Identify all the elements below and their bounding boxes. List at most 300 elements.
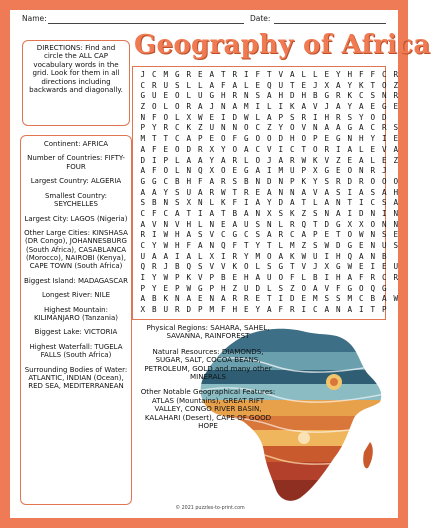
grid-letter[interactable]: C [358, 294, 364, 304]
grid-letter[interactable]: X [347, 219, 353, 229]
grid-letter[interactable]: W [197, 112, 203, 122]
grid-letter[interactable]: A [289, 198, 295, 208]
grid-letter[interactable]: N [140, 112, 146, 122]
grid-letter[interactable]: D [381, 112, 387, 122]
grid-letter[interactable]: A [255, 273, 261, 283]
grid-letter[interactable]: B [381, 251, 387, 261]
grid-letter[interactable]: N [209, 241, 215, 250]
grid-letter[interactable]: N [232, 123, 238, 133]
grid-letter[interactable]: H [243, 273, 249, 283]
grid-letter[interactable]: N [335, 305, 341, 315]
grid-letter[interactable]: L [370, 155, 376, 165]
grid-letter[interactable]: A [209, 80, 215, 90]
grid-letter[interactable]: A [266, 91, 272, 101]
grid-letter[interactable]: A [140, 219, 146, 229]
grid-letter[interactable]: R [232, 70, 238, 79]
grid-letter[interactable]: M [243, 102, 249, 112]
grid-letter[interactable]: H [220, 283, 226, 293]
grid-letter[interactable]: D [255, 283, 261, 293]
grid-letter[interactable]: O [232, 144, 238, 154]
grid-letter[interactable]: L [197, 251, 203, 261]
grid-letter[interactable]: F [220, 305, 226, 315]
grid-letter[interactable]: X [209, 166, 215, 176]
grid-letter[interactable]: P [289, 176, 295, 186]
grid-letter[interactable]: S [174, 198, 180, 208]
grid-letter[interactable]: L [312, 198, 318, 208]
grid-letter[interactable]: E [335, 166, 341, 176]
grid-letter[interactable]: A [289, 70, 295, 79]
grid-letter[interactable]: D [278, 198, 284, 208]
grid-letter[interactable]: A [266, 187, 272, 197]
grid-letter[interactable]: O [381, 176, 387, 186]
grid-letter[interactable]: O [174, 91, 180, 101]
grid-letter[interactable]: T [151, 134, 157, 144]
grid-letter[interactable]: U [266, 273, 272, 283]
grid-letter[interactable]: P [140, 283, 146, 293]
grid-letter[interactable]: I [278, 102, 284, 112]
grid-letter[interactable]: A [301, 102, 307, 112]
grid-letter[interactable]: E [381, 155, 387, 165]
grid-letter[interactable]: I [174, 251, 180, 261]
grid-letter[interactable]: F [289, 273, 295, 283]
grid-letter[interactable]: I [151, 155, 157, 165]
grid-letter[interactable]: E [370, 102, 376, 112]
grid-letter[interactable]: R [393, 91, 399, 101]
grid-letter[interactable]: C [370, 123, 376, 133]
grid-letter[interactable]: Q [301, 219, 307, 229]
grid-letter[interactable]: L [278, 219, 284, 229]
grid-letter[interactable]: W [347, 262, 353, 272]
grid-letter[interactable]: E [209, 112, 215, 122]
grid-letter[interactable]: Y [255, 305, 261, 315]
grid-letter[interactable]: T [220, 208, 226, 218]
grid-letter[interactable]: U [197, 91, 203, 101]
grid-letter[interactable]: G [347, 241, 353, 250]
grid-letter[interactable]: D [186, 305, 192, 315]
grid-letter[interactable]: E [324, 70, 330, 79]
grid-letter[interactable]: Z [393, 80, 399, 90]
grid-letter[interactable]: V [197, 273, 203, 283]
grid-letter[interactable]: O [266, 134, 272, 144]
grid-letter[interactable]: Y [255, 241, 261, 250]
grid-letter[interactable]: O [255, 155, 261, 165]
grid-letter[interactable]: R [289, 155, 295, 165]
grid-letter[interactable]: Y [209, 155, 215, 165]
grid-letter[interactable]: S [197, 262, 203, 272]
grid-letter[interactable]: I [266, 166, 272, 176]
grid-letter[interactable]: N [209, 219, 215, 229]
grid-letter[interactable]: G [232, 230, 238, 240]
grid-letter[interactable]: H [186, 219, 192, 229]
grid-letter[interactable]: L [255, 112, 261, 122]
grid-letter[interactable]: P [209, 283, 215, 293]
grid-letter[interactable]: K [289, 102, 295, 112]
grid-letter[interactable]: I [370, 262, 376, 272]
grid-letter[interactable]: D [140, 155, 146, 165]
grid-letter[interactable]: Y [266, 198, 272, 208]
grid-letter[interactable]: B [312, 273, 318, 283]
grid-letter[interactable]: R [220, 176, 226, 186]
grid-letter[interactable]: U [289, 166, 295, 176]
grid-letter[interactable]: L [243, 155, 249, 165]
grid-letter[interactable]: S [255, 230, 261, 240]
grid-letter[interactable]: V [381, 144, 387, 154]
grid-letter[interactable]: A [335, 123, 341, 133]
grid-letter[interactable]: I [381, 134, 387, 144]
grid-letter[interactable]: Y [151, 273, 157, 283]
grid-letter[interactable]: C [163, 208, 169, 218]
grid-letter[interactable]: J [381, 166, 387, 176]
grid-letter[interactable]: T [289, 262, 295, 272]
grid-letter[interactable]: I [347, 208, 353, 218]
grid-letter[interactable]: C [255, 123, 261, 133]
grid-letter[interactable]: W [163, 230, 169, 240]
grid-letter[interactable]: A [335, 102, 341, 112]
grid-letter[interactable]: R [186, 70, 192, 79]
grid-letter[interactable]: W [301, 251, 307, 261]
grid-letter[interactable]: D [186, 144, 192, 154]
grid-letter[interactable]: K [301, 176, 307, 186]
grid-letter[interactable]: L [278, 241, 284, 250]
grid-letter[interactable]: G [197, 283, 203, 293]
grid-letter[interactable]: K [289, 208, 295, 218]
grid-letter[interactable]: U [186, 187, 192, 197]
grid-letter[interactable]: P [312, 134, 318, 144]
grid-letter[interactable]: M [278, 166, 284, 176]
grid-letter[interactable]: F [255, 70, 261, 79]
grid-letter[interactable]: C [381, 273, 387, 283]
grid-letter[interactable]: T [186, 208, 192, 218]
grid-letter[interactable]: H [335, 251, 341, 261]
grid-letter[interactable]: T [347, 198, 353, 208]
grid-letter[interactable]: R [209, 187, 215, 197]
grid-letter[interactable]: O [312, 144, 318, 154]
grid-letter[interactable]: O [243, 262, 249, 272]
grid-letter[interactable]: U [381, 241, 387, 250]
grid-letter[interactable]: T [266, 241, 272, 250]
grid-letter[interactable]: X [186, 198, 192, 208]
grid-letter[interactable]: C [174, 123, 180, 133]
grid-letter[interactable]: N [266, 219, 272, 229]
grid-letter[interactable]: T [335, 230, 341, 240]
grid-letter[interactable]: P [381, 305, 387, 315]
grid-letter[interactable]: I [255, 102, 261, 112]
grid-letter[interactable]: L [266, 102, 272, 112]
grid-letter[interactable]: O [174, 144, 180, 154]
grid-letter[interactable]: I [220, 112, 226, 122]
grid-letter[interactable]: C [151, 70, 157, 79]
grid-letter[interactable]: L [174, 155, 180, 165]
grid-letter[interactable]: S [140, 198, 146, 208]
grid-letter[interactable]: E [347, 155, 353, 165]
grid-letter[interactable]: T [301, 198, 307, 208]
grid-letter[interactable]: O [301, 283, 307, 293]
grid-letter[interactable]: W [324, 241, 330, 250]
grid-letter[interactable]: F [335, 283, 341, 293]
grid-letter[interactable]: H [174, 230, 180, 240]
grid-letter[interactable]: F [186, 241, 192, 250]
grid-letter[interactable]: R [140, 230, 146, 240]
grid-letter[interactable]: R [289, 219, 295, 229]
grid-letter[interactable]: F [151, 144, 157, 154]
grid-letter[interactable]: A [324, 187, 330, 197]
grid-letter[interactable]: L [312, 70, 318, 79]
name-line[interactable] [48, 23, 244, 24]
grid-letter[interactable]: S [381, 198, 387, 208]
grid-letter[interactable]: D [289, 91, 295, 101]
grid-letter[interactable]: R [358, 176, 364, 186]
grid-letter[interactable]: B [174, 262, 180, 272]
grid-letter[interactable]: F [232, 241, 238, 250]
grid-letter[interactable]: J [163, 262, 169, 272]
grid-letter[interactable]: N [335, 198, 341, 208]
grid-letter[interactable]: F [197, 176, 203, 186]
grid-letter[interactable]: F [151, 112, 157, 122]
grid-letter[interactable]: A [197, 241, 203, 250]
grid-letter[interactable]: K [289, 251, 295, 261]
grid-letter[interactable]: A [393, 198, 399, 208]
grid-letter[interactable]: O [381, 80, 387, 90]
grid-letter[interactable]: F [370, 70, 376, 79]
grid-letter[interactable]: N [289, 187, 295, 197]
grid-letter[interactable]: P [209, 273, 215, 283]
grid-letter[interactable]: L [301, 70, 307, 79]
grid-letter[interactable]: K [347, 91, 353, 101]
grid-letter[interactable]: T [289, 80, 295, 90]
grid-letter[interactable]: B [151, 305, 157, 315]
grid-letter[interactable]: G [151, 176, 157, 186]
grid-letter[interactable]: X [312, 166, 318, 176]
grid-letter[interactable]: H [232, 305, 238, 315]
grid-letter[interactable]: V [312, 102, 318, 112]
grid-letter[interactable]: U [209, 123, 215, 133]
grid-letter[interactable]: G [381, 102, 387, 112]
grid-letter[interactable]: A [381, 294, 387, 304]
grid-letter[interactable]: A [197, 102, 203, 112]
grid-letter[interactable]: Y [243, 251, 249, 261]
grid-letter[interactable]: C [140, 80, 146, 90]
grid-letter[interactable]: V [151, 219, 157, 229]
grid-letter[interactable]: V [278, 70, 284, 79]
grid-letter[interactable]: I [151, 230, 157, 240]
grid-letter[interactable]: Y [151, 123, 157, 133]
grid-letter[interactable]: F [232, 198, 238, 208]
grid-letter[interactable]: D [324, 219, 330, 229]
grid-letter[interactable]: E [255, 80, 261, 90]
grid-letter[interactable]: N [358, 166, 364, 176]
grid-letter[interactable]: O [266, 251, 272, 261]
grid-letter[interactable]: O [289, 123, 295, 133]
grid-letter[interactable]: I [324, 273, 330, 283]
grid-letter[interactable]: P [163, 155, 169, 165]
grid-letter[interactable]: D [335, 241, 341, 250]
grid-letter[interactable]: G [381, 283, 387, 293]
grid-letter[interactable]: E [358, 241, 364, 250]
grid-letter[interactable]: G [140, 176, 146, 186]
grid-letter[interactable]: L [174, 112, 180, 122]
grid-letter[interactable]: S [370, 187, 376, 197]
grid-letter[interactable]: O [347, 166, 353, 176]
grid-letter[interactable]: Z [232, 283, 238, 293]
grid-letter[interactable]: E [220, 219, 226, 229]
grid-letter[interactable]: R [278, 230, 284, 240]
grid-letter[interactable]: E [393, 230, 399, 240]
grid-letter[interactable]: T [301, 144, 307, 154]
grid-letter[interactable]: Q [220, 241, 226, 250]
grid-letter[interactable]: L [163, 102, 169, 112]
grid-letter[interactable]: H [301, 91, 307, 101]
grid-letter[interactable]: X [209, 144, 215, 154]
grid-letter[interactable]: A [266, 112, 272, 122]
grid-letter[interactable]: R [197, 144, 203, 154]
grid-letter[interactable]: N [370, 230, 376, 240]
grid-letter[interactable]: R [335, 176, 341, 186]
grid-letter[interactable]: Y [335, 70, 341, 79]
grid-letter[interactable]: A [151, 187, 157, 197]
grid-letter[interactable]: A [335, 80, 341, 90]
grid-letter[interactable]: A [312, 283, 318, 293]
grid-letter[interactable]: X [324, 80, 330, 90]
grid-letter[interactable]: N [312, 123, 318, 133]
grid-letter[interactable]: F [358, 70, 364, 79]
grid-letter[interactable]: E [393, 134, 399, 144]
grid-letter[interactable]: G [209, 91, 215, 101]
grid-letter[interactable]: B [232, 208, 238, 218]
grid-letter[interactable]: J [140, 70, 146, 79]
grid-letter[interactable]: Y [151, 241, 157, 250]
grid-letter[interactable]: A [358, 251, 364, 261]
grid-letter[interactable]: I [347, 187, 353, 197]
grid-letter[interactable]: E [381, 262, 387, 272]
date-line[interactable] [274, 23, 386, 24]
grid-letter[interactable]: L [197, 219, 203, 229]
grid-letter[interactable]: E [163, 144, 169, 154]
grid-letter[interactable]: O [163, 166, 169, 176]
grid-letter[interactable]: A [393, 144, 399, 154]
grid-letter[interactable]: E [209, 134, 215, 144]
grid-letter[interactable]: P [140, 123, 146, 133]
grid-letter[interactable]: K [312, 155, 318, 165]
grid-letter[interactable]: T [370, 80, 376, 90]
grid-letter[interactable]: O [151, 102, 157, 112]
grid-letter[interactable]: I [324, 251, 330, 261]
grid-letter[interactable]: D [278, 134, 284, 144]
grid-letter[interactable]: Y [151, 283, 157, 293]
grid-letter[interactable]: C [289, 144, 295, 154]
grid-letter[interactable]: J [312, 80, 318, 90]
grid-letter[interactable]: E [232, 273, 238, 283]
grid-letter[interactable]: T [266, 70, 272, 79]
grid-letter[interactable]: N [393, 208, 399, 218]
grid-letter[interactable]: S [174, 80, 180, 90]
grid-letter[interactable]: U [163, 305, 169, 315]
grid-letter[interactable]: T [266, 294, 272, 304]
grid-letter[interactable]: N [278, 187, 284, 197]
grid-letter[interactable]: U [163, 80, 169, 90]
grid-letter[interactable]: R [335, 91, 341, 101]
grid-letter[interactable]: A [140, 187, 146, 197]
grid-letter[interactable]: L [174, 166, 180, 176]
grid-letter[interactable]: A [197, 187, 203, 197]
grid-letter[interactable]: E [243, 305, 249, 315]
grid-letter[interactable]: B [312, 91, 318, 101]
grid-letter[interactable]: A [140, 144, 146, 154]
grid-letter[interactable]: P [174, 273, 180, 283]
grid-letter[interactable]: N [370, 208, 376, 218]
grid-letter[interactable]: M [347, 294, 353, 304]
grid-letter[interactable]: A [209, 70, 215, 79]
grid-letter[interactable]: G [324, 91, 330, 101]
grid-letter[interactable]: F [358, 273, 364, 283]
grid-letter[interactable]: R [370, 166, 376, 176]
grid-letter[interactable]: P [197, 305, 203, 315]
grid-letter[interactable]: G [174, 70, 180, 79]
grid-letter[interactable]: R [289, 305, 295, 315]
grid-letter[interactable]: X [140, 305, 146, 315]
grid-letter[interactable]: N [381, 91, 387, 101]
grid-letter[interactable]: Y [163, 187, 169, 197]
grid-letter[interactable]: S [255, 219, 261, 229]
grid-letter[interactable]: C [370, 198, 376, 208]
grid-letter[interactable]: R [393, 273, 399, 283]
grid-letter[interactable]: M [312, 294, 318, 304]
grid-letter[interactable]: Q [347, 251, 353, 261]
grid-letter[interactable]: C [381, 70, 387, 79]
grid-letter[interactable]: A [209, 208, 215, 218]
grid-letter[interactable]: U [140, 251, 146, 261]
grid-letter[interactable]: Q [186, 262, 192, 272]
grid-letter[interactable]: N [163, 198, 169, 208]
grid-letter[interactable]: N [370, 251, 376, 261]
grid-letter[interactable]: A [232, 219, 238, 229]
grid-letter[interactable]: U [393, 262, 399, 272]
grid-letter[interactable]: J [324, 102, 330, 112]
grid-letter[interactable]: H [174, 241, 180, 250]
grid-letter[interactable]: I [220, 251, 226, 261]
grid-letter[interactable]: N [220, 102, 226, 112]
grid-letter[interactable]: R [151, 262, 157, 272]
grid-letter[interactable]: H [335, 273, 341, 283]
grid-letter[interactable]: E [232, 166, 238, 176]
grid-letter[interactable]: I [197, 208, 203, 218]
grid-letter[interactable]: K [186, 273, 192, 283]
grid-letter[interactable]: E [301, 80, 307, 90]
grid-letter[interactable]: P [301, 166, 307, 176]
grid-letter[interactable]: C [163, 176, 169, 186]
grid-letter[interactable]: L [186, 91, 192, 101]
grid-letter[interactable]: R [151, 80, 157, 90]
grid-letter[interactable]: V [324, 155, 330, 165]
grid-letter[interactable]: Y [358, 112, 364, 122]
grid-letter[interactable]: Z [301, 208, 307, 218]
grid-letter[interactable]: A [347, 144, 353, 154]
grid-letter[interactable]: D [358, 208, 364, 218]
grid-letter[interactable]: N [163, 219, 169, 229]
grid-letter[interactable]: R [243, 187, 249, 197]
grid-letter[interactable]: S [393, 123, 399, 133]
grid-letter[interactable]: R [301, 112, 307, 122]
grid-letter[interactable]: X [186, 112, 192, 122]
grid-letter[interactable]: O [220, 134, 226, 144]
grid-letter[interactable]: K [163, 294, 169, 304]
grid-letter[interactable]: R [163, 123, 169, 133]
grid-letter[interactable]: A [140, 166, 146, 176]
grid-letter[interactable]: R [381, 123, 387, 133]
grid-letter[interactable]: X [324, 262, 330, 272]
grid-letter[interactable]: E [163, 283, 169, 293]
grid-letter[interactable]: N [197, 198, 203, 208]
grid-letter[interactable]: N [324, 208, 330, 218]
